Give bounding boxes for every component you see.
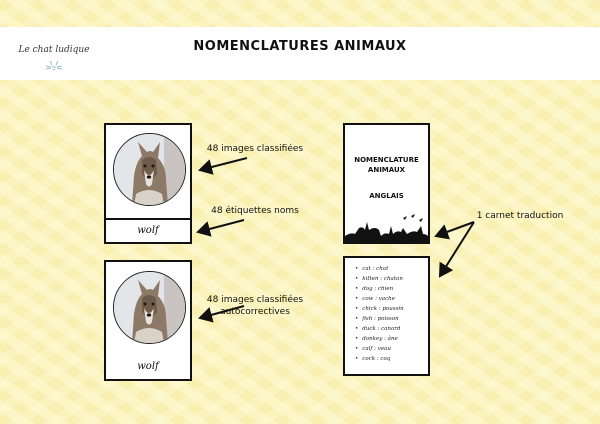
vocab-item: • donkey : âne: [355, 334, 404, 344]
arrow-to-cover-icon: [436, 222, 474, 236]
logo-text: Le chat ludique: [18, 45, 90, 55]
booklet-subtitle: ANGLAIS: [369, 192, 404, 200]
vocab-item: • chick : poussin: [355, 304, 404, 314]
vocab-item: • kitten : chaton: [355, 274, 404, 284]
vocab-item: • duck : canard: [355, 324, 404, 334]
booklet-title-line1: NOMENCLATURE: [354, 156, 419, 164]
annotation-images: 48 images classifiées: [206, 144, 304, 154]
vocab-item: • fish : poisson: [355, 314, 404, 324]
arrow-to-labels-icon: [198, 220, 244, 232]
annotation-self-correcting-line2: autocorrectives: [220, 307, 290, 317]
arrow-to-self-correcting-icon: [200, 306, 244, 318]
card-label: wolf: [137, 361, 159, 372]
vocab-item: • cat : chat: [355, 264, 404, 274]
label-strip: wolf: [137, 225, 159, 236]
annotation-booklet: 1 carnet traduction: [476, 211, 564, 221]
vocab-item: • dog : chien: [355, 284, 404, 294]
arrow-to-vocab-icon: [440, 222, 474, 276]
vocab-item: • calf : veau: [355, 344, 404, 354]
annotation-self-correcting-line1: 48 images classifiées: [206, 295, 304, 305]
vocab-item: • cock : coq: [355, 354, 404, 364]
page-title: NOMENCLATURES ANIMAUX: [193, 39, 407, 54]
vocab-item: • cow : vache: [355, 294, 404, 304]
booklet-title-line2: ANIMAUX: [367, 166, 406, 174]
annotation-labels: 48 étiquettes noms: [211, 206, 299, 216]
arrow-to-images-icon: [200, 158, 247, 170]
